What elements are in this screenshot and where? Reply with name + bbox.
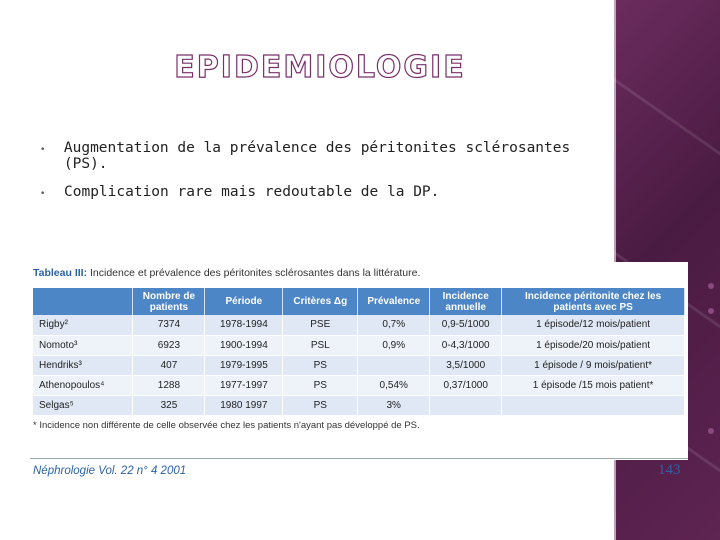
table-cell: PSE <box>283 315 358 335</box>
table-cell: 1288 <box>133 375 205 395</box>
table-cell: 7374 <box>133 315 205 335</box>
table-header-cell: Prévalence <box>358 288 430 315</box>
bullet-dot-icon: • <box>40 189 46 199</box>
table-cell <box>502 395 685 415</box>
table-cell: PS <box>283 355 358 375</box>
table-caption-label: Tableau III: <box>33 267 88 279</box>
bullet-text: Complication rare mais redoutable de la DP. <box>64 184 440 200</box>
bullet-item <box>40 140 620 172</box>
bullet-item <box>40 184 620 200</box>
table-cell: 407 <box>133 355 205 375</box>
table-figure <box>30 262 688 460</box>
data-table <box>33 288 685 416</box>
table-header-row <box>33 288 685 315</box>
table-row <box>33 395 685 415</box>
table-cell: 1 épisode /15 mois patient* <box>502 375 685 395</box>
table-cell: 0-4,3/1000 <box>430 335 502 355</box>
table-cell: PSL <box>283 335 358 355</box>
table-cell <box>358 355 430 375</box>
table-cell: 0,9-5/1000 <box>430 315 502 335</box>
table-cell: 0,7% <box>358 315 430 335</box>
table-cell: 3,5/1000 <box>430 355 502 375</box>
band-dot <box>708 428 714 434</box>
table-cell <box>430 395 502 415</box>
table-cell: 6923 <box>133 335 205 355</box>
table-cell: 1 épisode/20 mois/patient <box>502 335 685 355</box>
table-cell: 1980 1997 <box>205 395 283 415</box>
table-caption <box>33 267 420 279</box>
table-cell: 1979-1995 <box>205 355 283 375</box>
table-cell: Selgas⁵ <box>33 395 133 415</box>
bullet-dot-icon: • <box>40 145 46 155</box>
table-cell: Hendriks³ <box>33 355 133 375</box>
table-footnote: * Incidence non différente de celle observée chez les patients n'ayant pas développé de PS. <box>33 420 420 431</box>
table-cell: 0,37/1000 <box>430 375 502 395</box>
table-header-cell: Période <box>205 288 283 315</box>
table-cell: 3% <box>358 395 430 415</box>
band-dot <box>708 283 714 289</box>
table-cell: 1 épisode / 9 mois/patient* <box>502 355 685 375</box>
table-cell: 1 épisode/12 mois/patient <box>502 315 685 335</box>
bullet-list <box>40 140 620 212</box>
slide-title: EPIDEMIOLOGIE <box>174 50 466 85</box>
table-header-cell: Nombre de patients <box>133 288 205 315</box>
table-caption-text: Incidence et prévalence des péritonites sclérosantes dans la littérature. <box>90 267 421 279</box>
table-cell: PS <box>283 375 358 395</box>
table-cell: 325 <box>133 395 205 415</box>
table-cell: Athenopoulos⁴ <box>33 375 133 395</box>
table-cell: 0,54% <box>358 375 430 395</box>
table-row <box>33 335 685 355</box>
table-cell: 1978-1994 <box>205 315 283 335</box>
table-header-cell: Incidence annuelle <box>430 288 502 315</box>
table-header-cell: Incidence péritonite chez les patients avec PS <box>502 288 685 315</box>
table-cell: 0,9% <box>358 335 430 355</box>
table-cell: 1900-1994 <box>205 335 283 355</box>
table-header-cell <box>33 288 133 315</box>
table-cell: Nomoto³ <box>33 335 133 355</box>
table-cell: PS <box>283 395 358 415</box>
table-row <box>33 355 685 375</box>
table-cell: Rigby² <box>33 315 133 335</box>
journal-reference: Néphrologie Vol. 22 n° 4 2001 <box>33 465 187 477</box>
divider-line <box>30 458 688 459</box>
table-row <box>33 375 685 395</box>
page-number: 143 <box>658 462 681 478</box>
bullet-text: Augmentation de la prévalence des péritonites sclérosantes (PS). <box>63 140 571 172</box>
band-dot <box>708 308 714 314</box>
table-cell: 1977-1997 <box>205 375 283 395</box>
table-header-cell: Critères Δg <box>283 288 358 315</box>
table-row <box>33 315 685 335</box>
